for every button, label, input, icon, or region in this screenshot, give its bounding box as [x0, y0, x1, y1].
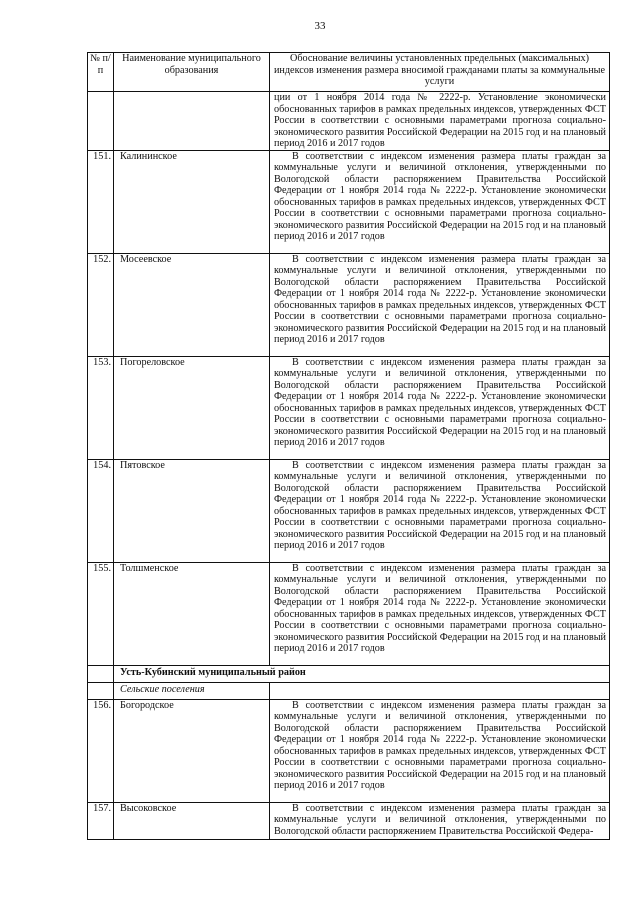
row-justification-cell: [270, 562, 610, 665]
table-row: [88, 356, 610, 459]
row-justification-cell: [270, 150, 610, 253]
table-row: [88, 802, 610, 839]
justification-text: В соответствии с индексом изменения размера платы граждан за коммунальные услуги и величиной отклонения, утвержденными по Вологодской области распоряжением Правительства Российской Федерации от 1 ноября 2014 года № 2222-р. Установление экономически обоснованных тарифов в рамках предельных индексов, утвержденных ФСТ России в соответствии с основными параметрами прогноза социально-экономического развития Российской Федерации на 2015 год и на плановый период 2016 и 2017 годов: [274, 253, 606, 345]
table-row: [88, 253, 610, 356]
justification-text: В соответствии с индексом изменения размера платы граждан за коммунальные услуги и величиной отклонения, утвержденными по Вологодской области распоряжением Правительства Российской Федера-: [274, 802, 606, 837]
justification-text: В соответствии с индексом изменения размера платы граждан за коммунальные услуги и величиной отклонения, утвержденными по Вологодской области распоряжением Правительства Российской Федерации от 1 ноября 2014 года № 2222-р. Установление экономически обоснованных тарифов в рамках предельных индексов, утвержденных ФСТ России в соответствии с основными параметрами прогноза социально-экономического развития Российской Федерации на 2015 год и на плановый период 2016 и 2017 годов: [274, 459, 606, 551]
row-num-cell: 153.: [88, 356, 114, 459]
table-row: [88, 699, 610, 802]
row-name-cell: Мосеевское: [114, 253, 270, 356]
row-justification-cell: [270, 253, 610, 356]
row-num-cell: 155.: [88, 562, 114, 665]
table-row: [88, 562, 610, 665]
subheader-row: [88, 682, 610, 699]
row-name-cell: Богородское: [114, 699, 270, 802]
justification-text: В соответствии с индексом изменения размера платы граждан за коммунальные услуги и величиной отклонения, утвержденными по Вологодской области распоряжением Правительства Российской Федерации от 1 ноября 2014 года № 2222-р. Установление экономически обоснованных тарифов в рамках предельных индексов, утвержденных ФСТ России в соответствии с основными параметрами прогноза социально-экономического развития Российской Федерации на 2015 год и на плановый период 2016 и 2017 годов: [274, 150, 606, 242]
justification-text: В соответствии с индексом изменения размера платы граждан за коммунальные услуги и величиной отклонения, утвержденными по Вологодской области распоряжением Правительства Российской Федерации от 1 ноября 2014 года № 2222-р. Установление экономически обоснованных тарифов в рамках предельных индексов, утвержденных ФСТ России в соответствии с основными параметрами прогноза социально-экономического развития Российской Федерации на 2015 год и на плановый период 2016 и 2017 годов: [274, 699, 606, 791]
justification-text: В соответствии с индексом изменения размера платы граждан за коммунальные услуги и величиной отклонения, утвержденными по Вологодской области распоряжением Правительства Российской Федерации от 1 ноября 2014 года № 2222-р. Установление экономически обоснованных тарифов в рамках предельных индексов, утвержденных ФСТ России в соответствии с основными параметрами прогноза социально-экономического развития Российской Федерации на 2015 год и на плановый период 2016 и 2017 годов: [274, 562, 606, 654]
subheader-num-cell: [88, 682, 114, 699]
justification-text: В соответствии с индексом изменения размера платы граждан за коммунальные услуги и величиной отклонения, утвержденными по Вологодской области распоряжением Правительства Российской Федерации от 1 ноября 2014 года № 2222-р. Установление экономически обоснованных тарифов в рамках предельных индексов, утвержденных ФСТ России в соответствии с основными параметрами прогноза социально-экономического развития Российской Федерации на 2015 год и на плановый период 2016 и 2017 годов: [274, 356, 606, 448]
row-name-cell: Толшменское: [114, 562, 270, 665]
row-justification-cell: [270, 699, 610, 802]
row-justification-cell: [270, 356, 610, 459]
district-title: Усть-Кубинский муниципальный район: [114, 665, 610, 682]
table-header-row: [88, 53, 610, 92]
header-name: Наименование муниципального образования: [114, 53, 270, 92]
tariff-index-table: [87, 52, 610, 840]
district-num-cell: [88, 665, 114, 682]
header-num: № п/п: [88, 53, 114, 92]
row-num-cell: 154.: [88, 459, 114, 562]
district-row: [88, 665, 610, 682]
row-num-cell: 151.: [88, 150, 114, 253]
header-justification: Обоснование величины установленных предельных (максимальных) индексов изменения размера вносимой гражданами платы за коммунальные услуги: [270, 53, 610, 92]
row-num-cell: [88, 92, 114, 151]
row-name-cell: Погореловское: [114, 356, 270, 459]
table-row-continuation: [88, 92, 610, 151]
row-justification-cell: [270, 92, 610, 151]
row-justification-cell: [270, 459, 610, 562]
table-row: [88, 150, 610, 253]
row-name-cell: Калининское: [114, 150, 270, 253]
row-num-cell: 152.: [88, 253, 114, 356]
row-num-cell: 157.: [88, 802, 114, 839]
row-name-cell: [114, 92, 270, 151]
subheader-empty-cell: [270, 682, 610, 699]
row-name-cell: Высоковское: [114, 802, 270, 839]
row-num-cell: 156.: [88, 699, 114, 802]
page-number: 33: [314, 20, 326, 32]
row-name-cell: Пятовское: [114, 459, 270, 562]
row-justification-cell: [270, 802, 610, 839]
subheader-title: Сельские поселения: [114, 682, 270, 699]
justification-text: ции от 1 ноября 2014 года № 2222-р. Установление экономически обоснованных тарифов в рамках предельных индексов, утвержденных ФСТ России в соответствии с основными параметрами прогноза социально-экономического развития Российской Федерации на 2015 год и на плановый период 2016 и 2017 годов: [274, 92, 606, 149]
table-row: [88, 459, 610, 562]
